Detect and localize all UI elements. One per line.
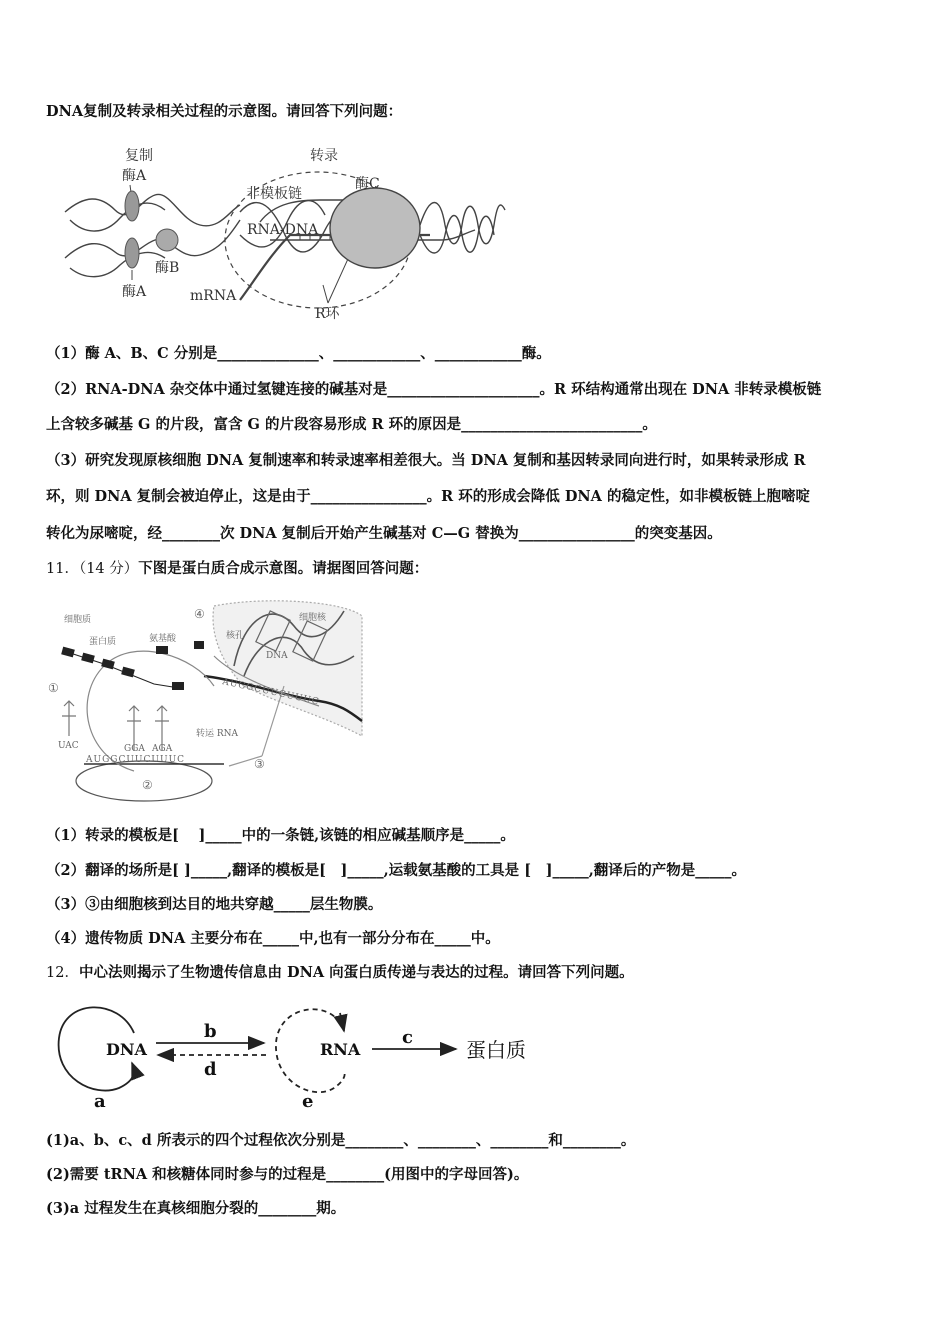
label-protein: 蛋白质 — [89, 637, 117, 647]
label-circle-3: ③ — [254, 757, 265, 771]
label-b: b — [204, 1021, 217, 1042]
amino-acid-free — [156, 646, 168, 654]
dna-helix-right-2 — [420, 215, 494, 253]
label-non-template: 非模板链 — [246, 186, 302, 202]
label-anticodon-aga: AGA — [152, 744, 173, 754]
amino-acid-1 — [61, 647, 75, 658]
q11-part1: （1）转录的模板是[ ]_____中的一条链,该链的相应碱基顺序是_____。 — [46, 827, 515, 844]
q12-part2: (2)需要 tRNA 和核糖体同时参与的过程是________(用图中的字母回答)。 — [46, 1166, 529, 1183]
enzyme-a-top — [125, 191, 139, 221]
label-e: e — [302, 1091, 314, 1112]
q12-title — [46, 963, 634, 983]
q10-part3-b: 环，则 DNA 复制会被迫停止，这是由于________________。R 环的形成会降低 DNA 的稳定性，如非模板链上胞嘧啶 — [46, 488, 810, 505]
label-rna: RNA — [320, 1040, 361, 1059]
cytoplasm-loop — [87, 651, 214, 771]
q11-part4: （4）遗传物质 DNA 主要分布在_____中,也有一部分分布在_____中。 — [46, 930, 500, 947]
q10-part1: （1）酶 A、B、C 分别是______________、____________、____________酶。 — [46, 345, 551, 362]
label-circle-4: ④ — [194, 607, 205, 621]
nucleus-region — [213, 601, 362, 736]
amino-acid-free-2 — [194, 641, 204, 649]
amino-acid-5 — [172, 682, 184, 690]
amino-acid-3 — [101, 659, 115, 670]
label-nucleus: 细胞核 — [299, 613, 327, 623]
q11-title-text: 下图是蛋白质合成示意图。请据图回答问题： — [138, 560, 429, 577]
amino-acid-chain — [64, 651, 179, 688]
label-circle-2: ② — [142, 778, 153, 792]
label-r-loop: R环 — [315, 306, 340, 322]
label-rna-dna: RNA-DNA — [247, 222, 319, 238]
label-a: a — [94, 1091, 106, 1112]
label-d: d — [204, 1059, 217, 1080]
q12-number: 12． — [46, 965, 79, 981]
dna-strand-lower-left-2 — [70, 252, 165, 276]
label-mrna: mRNA — [190, 288, 237, 304]
q10-part3-c: 转化为尿嘧啶，经________次 DNA 复制后开始产生碱基对 C—G 替换为________________的突变基因。 — [46, 525, 722, 542]
q12-part1: (1)a、b、c、d 所表示的四个过程依次分别是________、________、________和________。 — [46, 1132, 636, 1149]
label-enzyme-c: 酶C — [355, 176, 380, 192]
dna-strand-upper-left-2 — [70, 203, 165, 231]
q11-number: 11．（14 分） — [46, 561, 139, 577]
q11-part3: （3）③由细胞核到达目的地共穿越_____层生物膜。 — [46, 896, 383, 913]
label-cytoplasm: 细胞质 — [64, 615, 92, 625]
intro-text: DNA复制及转录相关过程的示意图。请回答下列问题： — [46, 103, 403, 120]
label-protein: 蛋白质 — [466, 1038, 526, 1062]
protein-synthesis-figure — [44, 596, 364, 806]
amino-acid-2 — [81, 653, 95, 664]
label-mrna-bottom: AUGGCUUCUUUC — [86, 755, 186, 765]
label-anticodon-uac: UAC — [58, 741, 79, 751]
trna-1 — [62, 701, 76, 736]
label-enzyme-a-bottom: 酶A — [122, 284, 147, 300]
label-trna: 转运 RNA — [196, 729, 239, 739]
q12-part3: (3)a 过程发生在真核细胞分裂的________期。 — [46, 1200, 346, 1217]
q12-title-text: 中心法则揭示了生物遗传信息由 DNA 向蛋白质传递与表达的过程。请回答下列问题。 — [78, 964, 634, 981]
enzyme-b — [156, 229, 178, 251]
q11-title — [46, 559, 428, 579]
label-mrna-top: AUGGCUUCUUUC — [221, 677, 321, 708]
q11-part2: （2）翻译的场所是[ ]_____,翻译的模板是[ ]_____,运载氨基酸的工具是 [ ]_____,翻译后的产物是_____。 — [46, 862, 746, 879]
q10-part2-a: （2）RNA-DNA 杂交体中通过氢键连接的碱基对是_____________________。R 环结构通常出现在 DNA 非转录模板链 — [46, 381, 822, 398]
dna-strand-upper-left — [65, 194, 240, 225]
label-anticodon-gga: GGA — [124, 744, 145, 754]
central-dogma-figure — [44, 993, 564, 1118]
replication-transcription-figure — [60, 140, 510, 326]
label-enzyme-a-top: 酶A — [122, 168, 147, 184]
label-nuclear-pore: 核孔 — [226, 631, 245, 641]
label-replication: 复制 — [125, 148, 153, 164]
enzyme-c — [330, 188, 420, 268]
label-c: c — [402, 1027, 413, 1048]
label-amino-acid: 氨基酸 — [149, 634, 177, 644]
q10-part2-b: 上含较多碱基 G 的片段，富含 G 的片段容易形成 R 环的原因是_________________________。 — [46, 416, 657, 433]
label-transcription: 转录 — [310, 148, 338, 164]
label-dna: DNA — [266, 651, 288, 661]
label-enzyme-b: 酶B — [155, 260, 180, 276]
label-circle-1: ① — [48, 681, 59, 695]
q10-part3-a: （3）研究发现原核细胞 DNA 复制速率和转录速率相差很大。当 DNA 复制和基因转录同向进行时，如果转录形成 R — [46, 452, 806, 469]
enzyme-a-bottom — [125, 238, 139, 268]
amino-acid-4 — [121, 667, 135, 678]
label-dna: DNA — [106, 1040, 147, 1059]
